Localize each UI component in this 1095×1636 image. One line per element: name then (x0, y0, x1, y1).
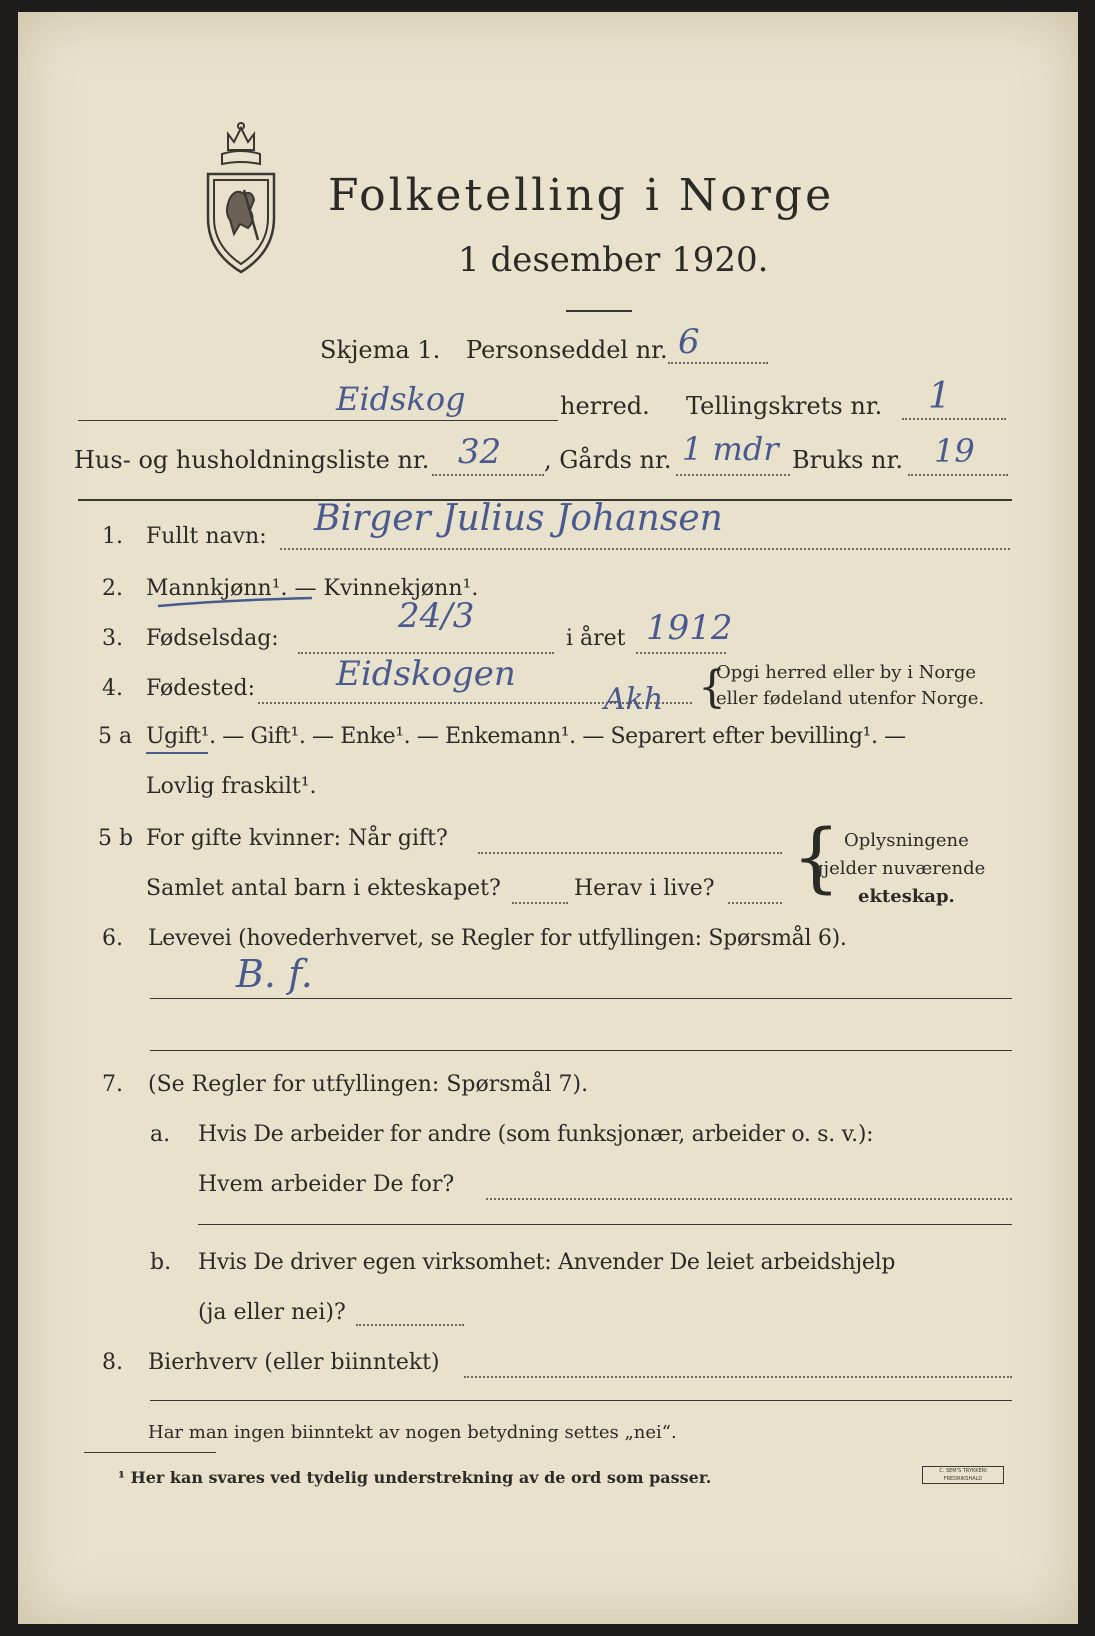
q8-line1 (464, 1376, 1012, 1378)
q8-label: Bierhverv (eller biinntekt) (148, 1350, 440, 1375)
herred-value: Eidskog (336, 380, 466, 418)
q1-label: Fullt navn: (146, 524, 267, 549)
q5b-brace: { (792, 812, 841, 901)
husholdningsliste-label: Hus- og husholdningsliste nr. (74, 446, 430, 474)
gards-label: , Gårds nr. (544, 446, 672, 474)
q5b-note-line1: Oplysningene (844, 830, 969, 851)
footnote-divider (84, 1452, 216, 1453)
q6-line2 (150, 1050, 1012, 1051)
q3-number: 3. (102, 626, 123, 651)
q7-label: (Se Regler for utfyllingen: Spørsmål 7). (148, 1072, 589, 1097)
q7a-label: Hvis De arbeider for andre (som funksjonær, arbeider o. s. v.): (198, 1122, 874, 1147)
personseddel-line (668, 362, 768, 364)
footnote: ¹ Her kan svares ved tydelig understrekning av de ord som passer. (118, 1468, 712, 1487)
q3-label: Fødselsdag: (146, 626, 279, 651)
title-divider (566, 310, 632, 312)
gards-value: 1 mdr (682, 430, 779, 468)
q5b-married-line (478, 852, 782, 854)
herred-label: herred. (560, 392, 650, 420)
q4-number: 4. (102, 676, 123, 701)
q4-value-extra: Akh (604, 682, 664, 717)
q5a-label-line2: Lovlig fraskilt¹. (146, 774, 317, 799)
q6-label: Levevei (hovederhvervet, se Regler for utfyllingen: Spørsmål 6). (148, 926, 847, 951)
tellingskrets-label: Tellingskrets nr. (686, 392, 883, 420)
q5b-label-children: Samlet antal barn i ekteskapet? (146, 876, 501, 901)
q7a-label-line2: Hvem arbeider De for? (198, 1172, 455, 1197)
husholdningsliste-line (432, 474, 544, 476)
income-note: Har man ingen biinntekt av nogen betydning settes „nei“. (148, 1422, 677, 1443)
q4-value: Eidskogen (336, 654, 516, 694)
q5b-label-married: For gifte kvinner: Når gift? (146, 826, 448, 851)
q3-year-line (636, 652, 726, 654)
gards-line (676, 474, 790, 476)
q7a-line2 (198, 1224, 1012, 1225)
q7a-line1 (486, 1198, 1012, 1200)
tellingskrets-line (902, 418, 1006, 420)
husholdningsliste-value: 32 (458, 432, 502, 472)
q3-year-label: i året (566, 626, 626, 651)
bruks-label: Bruks nr. (792, 446, 903, 474)
q4-note-line1: Opgi herred eller by i Norge (716, 662, 977, 683)
q7a-number: a. (150, 1122, 171, 1147)
form-title: Folketelling i Norge (328, 170, 835, 221)
census-date: 1 desember 1920. (458, 240, 769, 280)
personseddel-value: 6 (678, 322, 700, 362)
q7b-label: Hvis De driver egen virksomhet: Anvender De leiet arbeidshjelp (198, 1250, 896, 1275)
q5a-label: Ugift¹. — Gift¹. — Enke¹. — Enkemann¹. — Separert efter bevilling¹. — (146, 724, 906, 749)
q5a-number: 5 a (98, 724, 133, 749)
q6-line1 (150, 998, 1012, 999)
q5b-alive-line (728, 902, 782, 904)
q4-note-line2: eller fødeland utenfor Norge. (716, 688, 985, 709)
schema-label: Skjema 1. (320, 336, 441, 364)
q3-value: 24/3 (398, 596, 475, 636)
q5b-number: 5 b (98, 826, 134, 851)
bruks-line (908, 474, 1008, 476)
q5b-note-line3: ekteskap. (858, 886, 955, 907)
printer-stamp: C. SEM'S TRYKKERI FREDRIKSHALD (922, 1466, 1004, 1484)
census-form (18, 12, 1078, 1624)
q5b-note-line2: gjelder nuværende (812, 858, 986, 879)
q8-number: 8. (102, 1350, 123, 1375)
q7b-line (356, 1324, 464, 1326)
q5b-children-line (512, 902, 568, 904)
q2-label: Mannkjønn¹. — Kvinnekjønn¹. (146, 576, 479, 601)
bruks-value: 19 (934, 432, 975, 470)
q8-line2 (150, 1400, 1012, 1401)
q7-number: 7. (102, 1072, 123, 1097)
coat-of-arms-icon (200, 120, 282, 280)
tellingskrets-value: 1 (928, 376, 951, 417)
q7b-number: b. (150, 1250, 172, 1275)
personseddel-label: Personseddel nr. (466, 336, 668, 364)
q6-number: 6. (102, 926, 123, 951)
q4-brace: { (698, 662, 726, 713)
q1-value: Birger Julius Johansen (314, 498, 723, 539)
q5b-label-alive: Herav i live? (574, 876, 715, 901)
q1-line (280, 548, 1010, 550)
q2-underline-mark (156, 596, 316, 610)
q7b-label-line2: (ja eller nei)? (198, 1300, 346, 1325)
herred-line (78, 420, 558, 421)
q3-year-value: 1912 (646, 608, 733, 648)
q6-value: B. f. (236, 952, 313, 996)
q2-number: 2. (102, 576, 123, 601)
q5a-underline-mark (146, 752, 208, 754)
q4-label: Fødested: (146, 676, 256, 701)
q1-number: 1. (102, 524, 123, 549)
